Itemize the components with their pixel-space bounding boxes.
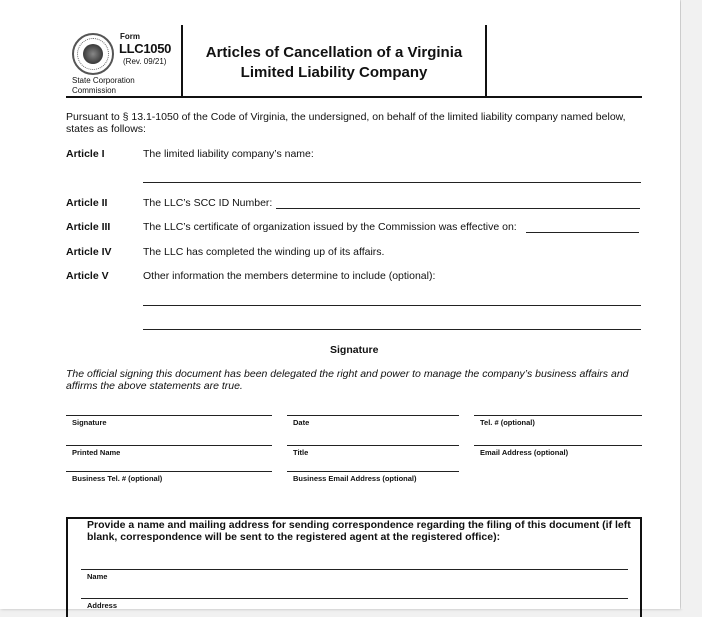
business-tel-field[interactable] — [66, 471, 272, 472]
header-divider-left — [181, 25, 183, 97]
form-revision: (Rev. 09/21) — [123, 57, 167, 66]
business-email-label: Business Email Address (optional) — [293, 474, 417, 483]
article-1-label: Article I — [66, 148, 105, 160]
agency-line-1: State Corporation — [72, 76, 135, 85]
date-field[interactable] — [287, 415, 459, 416]
title-field[interactable] — [287, 445, 459, 446]
article-2-text: The LLC’s SCC ID Number: — [143, 197, 273, 209]
tel-label: Tel. # (optional) — [480, 418, 535, 427]
title-line-2: Limited Liability Company — [240, 64, 428, 81]
agency-line-2: Commission — [72, 86, 117, 95]
article-5-text: Other information the members determine to include (optional): — [143, 270, 436, 282]
virginia-seal-icon — [72, 33, 114, 75]
signature-label: Signature — [72, 418, 107, 427]
correspondence-name-field[interactable] — [81, 569, 628, 570]
article-4-text: The LLC has completed the winding up of its affairs. — [143, 246, 385, 258]
viewer-background — [681, 0, 702, 609]
effective-date-field[interactable] — [526, 232, 639, 233]
business-email-field[interactable] — [287, 471, 459, 472]
company-name-field[interactable] — [143, 182, 641, 183]
signature-heading: Signature — [330, 344, 379, 356]
article-4-label: Article IV — [66, 246, 112, 258]
article-3-text: The LLC’s certificate of organization issued by the Commission was effective on: — [143, 221, 517, 233]
document-title — [184, 43, 484, 83]
signature-field[interactable] — [66, 415, 272, 416]
correspondence-instructions: Provide a name and mailing address for sending correspondence regarding the filing of this document (if left blank, correspondence will be sent to the registered agent at the registered office): — [87, 519, 631, 543]
email-label: Email Address (optional) — [480, 448, 569, 457]
header-bottom-rule — [66, 96, 642, 98]
title-line-1: Articles of Cancellation of a Virginia — [205, 44, 463, 61]
printed-name-field[interactable] — [66, 445, 272, 446]
intro-paragraph: Pursuant to § 13.1-1050 of the Code of Virginia, the undersigned, on behalf of the limited liability company named below, states as follows: — [66, 111, 626, 135]
correspondence-address-label: Address — [87, 601, 118, 610]
article-3-label: Article III — [66, 221, 111, 233]
signature-statement: The official signing this document has been delegated the right and power to manage the company’s business affairs and affirms the above statements are true. — [66, 368, 629, 392]
article-2-label: Article II — [66, 197, 108, 209]
email-field[interactable] — [474, 445, 642, 446]
other-info-field-2[interactable] — [143, 329, 641, 330]
printed-name-label: Printed Name — [72, 448, 121, 457]
date-label: Date — [293, 418, 310, 427]
form-label: Form — [120, 32, 140, 41]
scc-id-field[interactable] — [276, 208, 640, 209]
header-divider-right — [485, 25, 487, 97]
article-5-label: Article V — [66, 270, 109, 282]
agency-name — [72, 76, 135, 96]
other-info-field-1[interactable] — [143, 305, 641, 306]
correspondence-address-field[interactable] — [81, 598, 628, 599]
correspondence-name-label: Name — [87, 572, 108, 581]
tel-field[interactable] — [474, 415, 642, 416]
title-label: Title — [293, 448, 309, 457]
form-number: LLC1050 — [119, 41, 172, 56]
business-tel-label: Business Tel. # (optional) — [72, 474, 163, 483]
article-1-text: The limited liability company’s name: — [143, 148, 314, 160]
